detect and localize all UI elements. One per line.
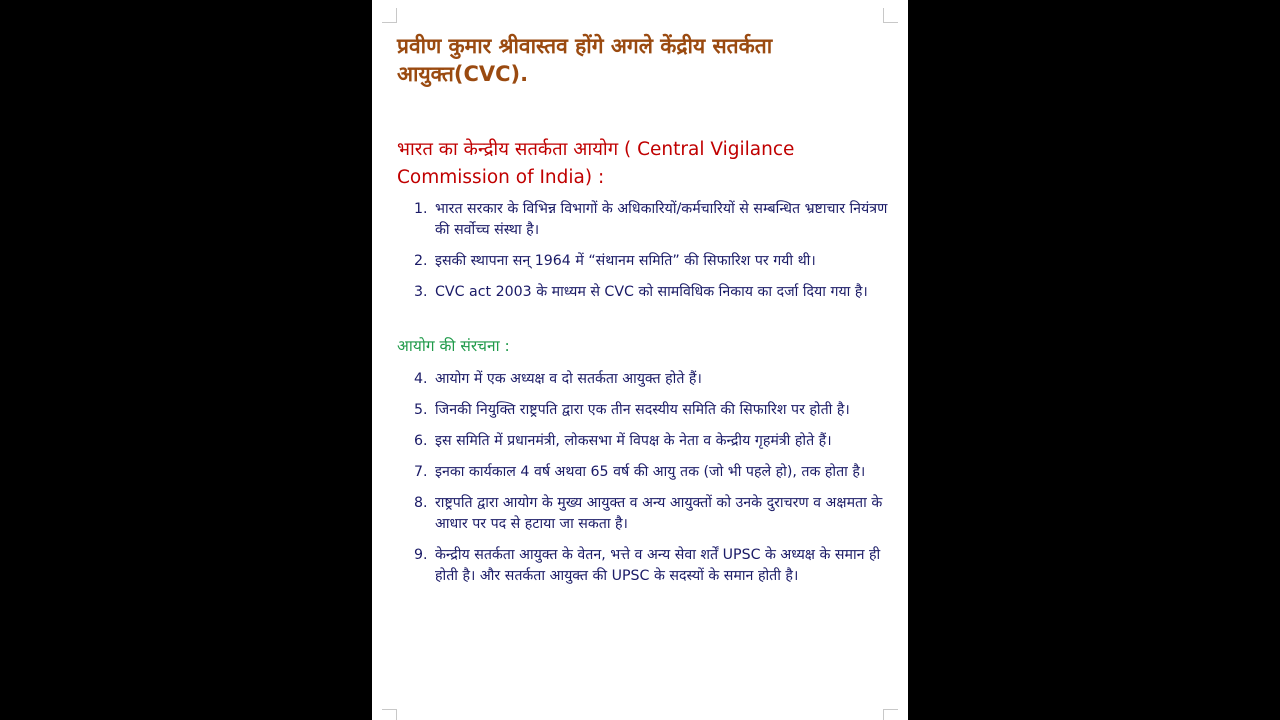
list-item-text: इनका कार्यकाल 4 वर्ष अथवा 65 वर्ष की आयु तक (जो भी पहले हो), तक होता है। (435, 464, 866, 480)
list-item-text: इसकी स्थापना सन् 1964 में “संथानम समिति” की सिफारिश पर गयी थी। (435, 253, 816, 269)
points-list-1 (400, 199, 892, 313)
page-corner-mark-top-right (883, 8, 898, 23)
page-corner-mark-top-left (382, 8, 397, 23)
list-item-number: 6. (414, 433, 428, 449)
list-item-number: 9. (414, 547, 428, 563)
list-item (400, 545, 892, 587)
list-item-text: राष्ट्रपति द्वारा आयोग के मुख्य आयुक्त व अन्य आयुक्तों को उनके दुराचरण व अक्षमता के आधार पर पद से हटाया जा सकता है। (435, 495, 883, 532)
list-item-text: केन्द्रीय सतर्कता आयुक्त के वेतन, भत्ते व अन्य सेवा शर्तें UPSC के अध्यक्ष के समान ही होती है। और सतर्कता आयुक्त की UPSC के सदस्यों के समान होती है। (435, 547, 881, 584)
sub-heading: आयोग की संरचना : (397, 337, 510, 355)
list-item-number: 7. (414, 464, 428, 480)
list-item-text: भारत सरकार के विभिन्न विभागों के अधिकारियों/कर्मचारियों से सम्बन्धित भ्रष्टाचार नियंत्रण की सर्वोच्च संस्था है। (435, 201, 888, 238)
list-item-text: इस समिति में प्रधानमंत्री, लोकसभा में विपक्ष के नेता व केन्द्रीय गृहमंत्री होते हैं। (435, 433, 832, 449)
section-heading: भारत का केन्द्रीय सतर्कता आयोग ( Central Vigilance Commission of India) : (397, 139, 795, 188)
list-item-text: जिनकी नियुक्ति राष्ट्रपति द्वारा एक तीन सदस्यीय समिति की सिफारिश पर होती है। (435, 402, 850, 418)
list-item (400, 400, 892, 421)
page-title: प्रवीण कुमार श्रीवास्तव होंगे अगले केंद्रीय सतर्कता आयुक्त(CVC). (397, 34, 773, 86)
points-list-2 (400, 369, 892, 597)
list-item (400, 431, 892, 452)
list-item (400, 369, 892, 390)
page-corner-mark-bottom-left (382, 709, 397, 720)
document-page (372, 0, 908, 720)
list-item-number: 1. (414, 201, 428, 217)
list-item-number: 8. (414, 495, 428, 511)
list-item (400, 282, 892, 303)
list-item-number: 4. (414, 371, 428, 387)
list-item-text: CVC act 2003 के माध्यम से CVC को सामविधिक निकाय का दर्जा दिया गया है। (435, 284, 868, 300)
list-item-number: 2. (414, 253, 428, 269)
page-corner-mark-bottom-right (883, 709, 898, 720)
list-item-number: 5. (414, 402, 428, 418)
list-item-number: 3. (414, 284, 428, 300)
list-item (400, 462, 892, 483)
list-item (400, 199, 892, 241)
list-item-text: आयोग में एक अध्यक्ष व दो सतर्कता आयुक्त होते हैं। (435, 371, 702, 387)
list-item (400, 251, 892, 272)
list-item (400, 493, 892, 535)
